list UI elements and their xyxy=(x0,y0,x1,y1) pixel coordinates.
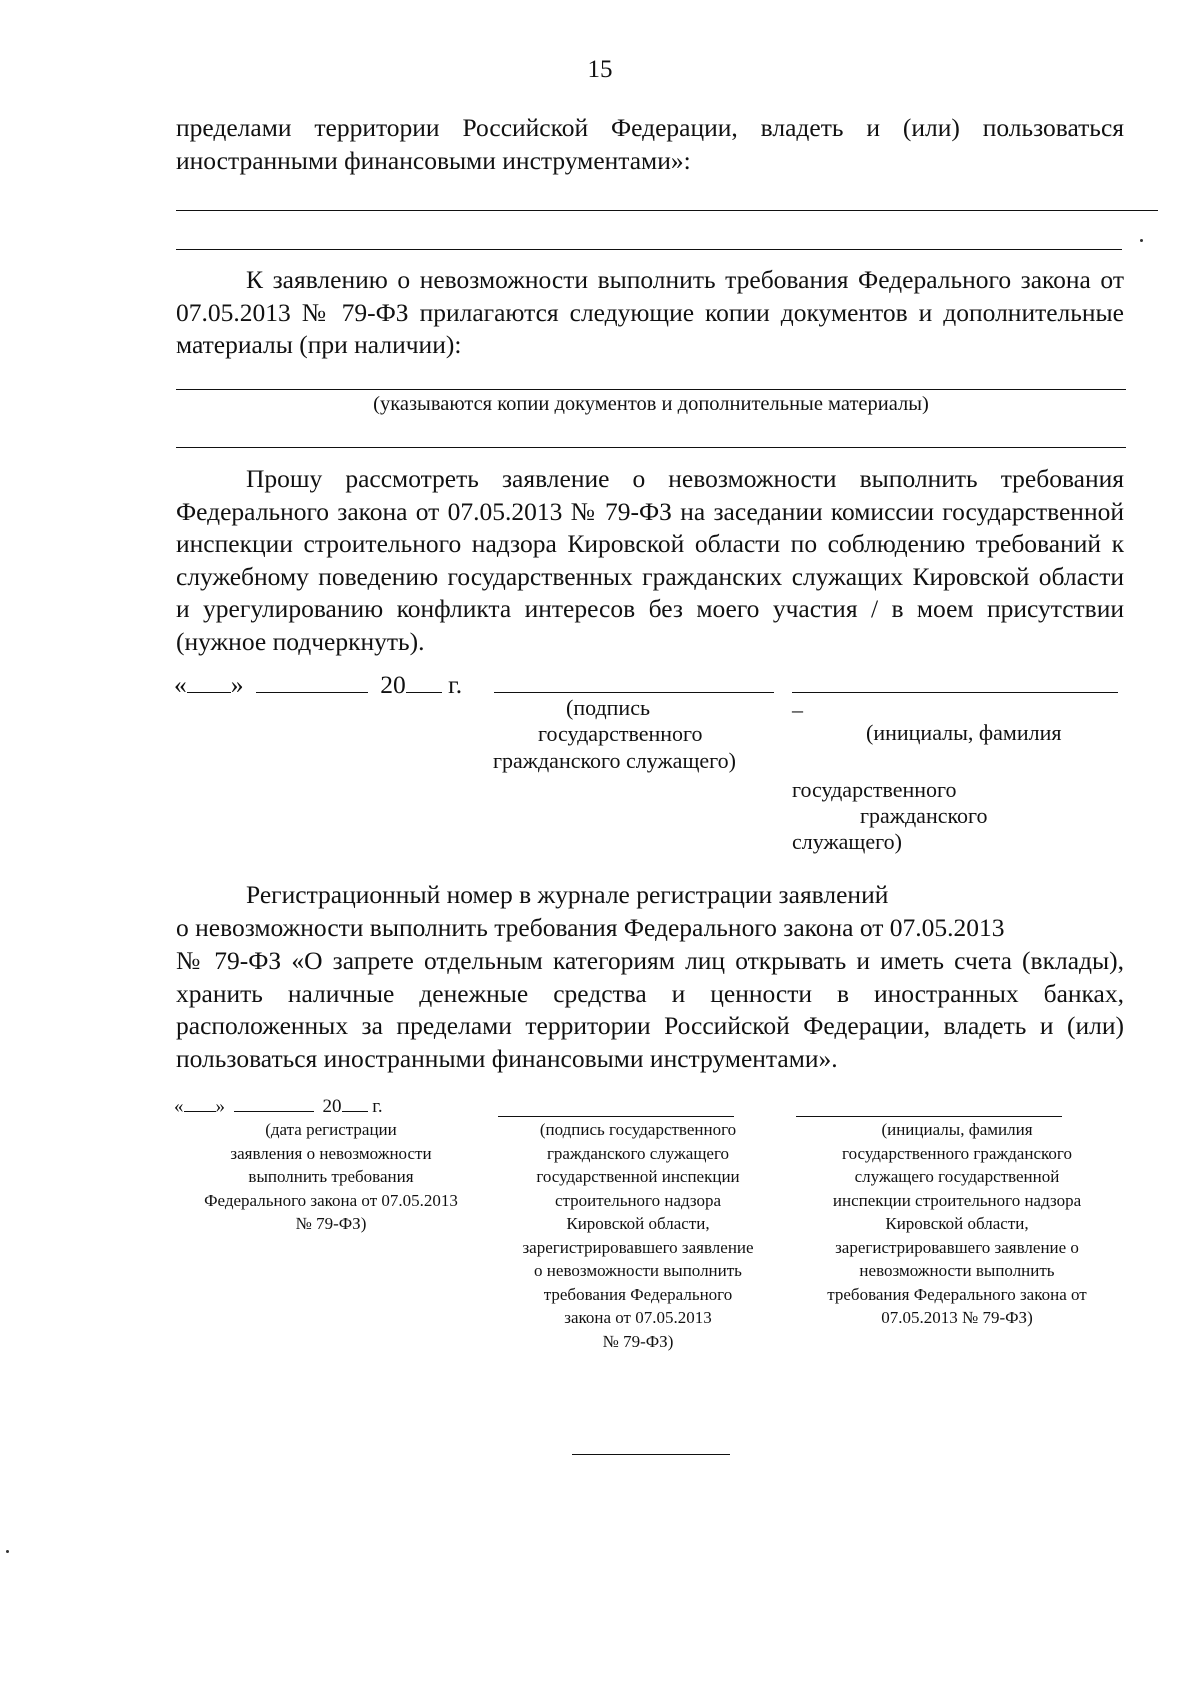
name-caption-line: 07.05.2013 № 79-ФЗ) xyxy=(881,1308,1033,1327)
month-blank[interactable] xyxy=(256,670,368,693)
signature-caption-line: о невозможности выполнить xyxy=(534,1261,742,1280)
name-caption-line2: государственного xyxy=(792,777,957,802)
attachments-caption: (указываются копии документов и дополнительные материалы) xyxy=(373,393,929,415)
signature-caption-line1: (подпись xyxy=(566,695,651,720)
name-caption-2 xyxy=(790,1118,1124,1330)
name-caption-line: служащего государственной xyxy=(854,1167,1060,1186)
closing-separator xyxy=(572,1454,730,1455)
name-line-1[interactable] xyxy=(792,692,1118,693)
name-caption-line1: (инициалы, фамилия xyxy=(866,720,1062,745)
line-end-dot xyxy=(1140,239,1143,242)
year-prefix-2: 20 xyxy=(322,1096,342,1117)
attachments-paragraph: К заявлению о невозможности выполнить требования Федерального закона от 07.05.2013 № 79-ФЗ прилагаются следующие копии документов и дополнительные материалы (при наличии): xyxy=(176,265,1124,359)
attachments-fill-line[interactable] xyxy=(176,389,1126,390)
name-line-2[interactable] xyxy=(796,1116,1062,1117)
signature-caption-line: зарегистрировавшего заявление xyxy=(522,1237,754,1257)
signature-caption-line: строительного надзора xyxy=(554,1190,722,1210)
name-dash: – xyxy=(792,697,803,722)
signature-caption-line3: гражданского служащего) xyxy=(493,748,736,773)
name-caption-line: требования Федерального закона от xyxy=(827,1284,1087,1304)
signature-caption-line: гражданского служащего xyxy=(546,1143,730,1163)
date-caption-line: (дата регистрации xyxy=(265,1120,397,1139)
name-caption-line: зарегистрировавшего заявление о xyxy=(835,1237,1079,1257)
quote-close: » xyxy=(230,670,244,699)
attachments-fill-line-2[interactable] xyxy=(176,447,1126,448)
signature-caption-line: требования Федерального xyxy=(543,1284,733,1304)
name-caption-line3: гражданского xyxy=(860,803,988,828)
fill-line-1[interactable] xyxy=(176,210,1158,211)
date-field-1 xyxy=(174,670,462,700)
quote-open-2: « xyxy=(174,1096,184,1117)
signature-caption-line: государственной инспекции xyxy=(536,1167,740,1186)
date-caption-line: № 79-ФЗ) xyxy=(295,1214,367,1233)
name-caption-line: невозможности выполнить xyxy=(859,1261,1055,1280)
signature-line-1[interactable] xyxy=(494,692,774,693)
date-caption-line: выполнить требования xyxy=(248,1167,414,1186)
year-suffix: г. xyxy=(448,670,463,699)
day-blank[interactable] xyxy=(187,670,231,693)
scan-speck xyxy=(6,1550,9,1553)
year-prefix: 20 xyxy=(380,670,406,699)
signature-caption-line2: государственного xyxy=(538,721,703,746)
fill-line-2[interactable] xyxy=(176,249,1122,250)
signature-line-2[interactable] xyxy=(498,1116,734,1117)
page-number: 15 xyxy=(587,56,613,83)
signature-caption-2 xyxy=(490,1118,786,1353)
signature-caption-line: закона от 07.05.2013 xyxy=(564,1308,712,1327)
date-caption-line: заявления о невозможности xyxy=(230,1143,432,1163)
name-caption-line4: служащего) xyxy=(792,829,902,854)
date-caption-2 xyxy=(166,1118,496,1236)
quote-open: « xyxy=(174,670,187,699)
month-blank-2[interactable] xyxy=(234,1095,314,1112)
day-blank-2[interactable] xyxy=(184,1095,216,1112)
signature-caption-line: (подпись государственного xyxy=(539,1120,737,1139)
intro-paragraph: пределами территории Российской Федерации, владеть и (или) пользоваться иностранными финансовыми инструментами»: xyxy=(176,113,1124,175)
name-caption-line: государственного гражданского xyxy=(842,1143,1072,1163)
registration-paragraph: № 79-ФЗ «О запрете отдельным категориям лиц открывать и иметь счета (вклады), хранить наличные денежные средства и ценности в иностранных банках, расположенных за пределами территории Российской Федерации, владеть и (или) пользоваться иностранными финансовыми инструментами». xyxy=(176,946,1124,1073)
quote-close-2: » xyxy=(215,1096,225,1117)
year-suffix-2: г. xyxy=(372,1096,383,1117)
name-caption-line: Кировской области, xyxy=(885,1214,1029,1233)
name-caption-line: инспекции строительного надзора xyxy=(832,1190,1082,1210)
registration-line-2: о невозможности выполнить требования Федерального закона от 07.05.2013 xyxy=(176,913,1005,942)
year-blank[interactable] xyxy=(406,670,442,693)
name-caption-line: (инициалы, фамилия xyxy=(881,1120,1033,1139)
signature-caption-line: № 79-ФЗ) xyxy=(602,1331,674,1351)
signature-caption-line: Кировской области, xyxy=(566,1214,710,1233)
year-blank-2[interactable] xyxy=(342,1095,368,1112)
date-caption-line: Федерального закона от 07.05.2013 xyxy=(204,1190,458,1210)
registration-line-1: Регистрационный номер в журнале регистрации заявлений xyxy=(246,880,889,909)
request-paragraph: Прошу рассмотреть заявление о невозможности выполнить требования Федерального закона от 07.05.2013 № 79-ФЗ на заседании комиссии государственной инспекции строительного надзора Кировской области по соблюдению требований к служебному поведению государственных гражданских служащих Кировской области и урегулированию конфликта интересов без моего участия / в моем присутствии (нужное подчеркнуть). xyxy=(176,464,1124,656)
